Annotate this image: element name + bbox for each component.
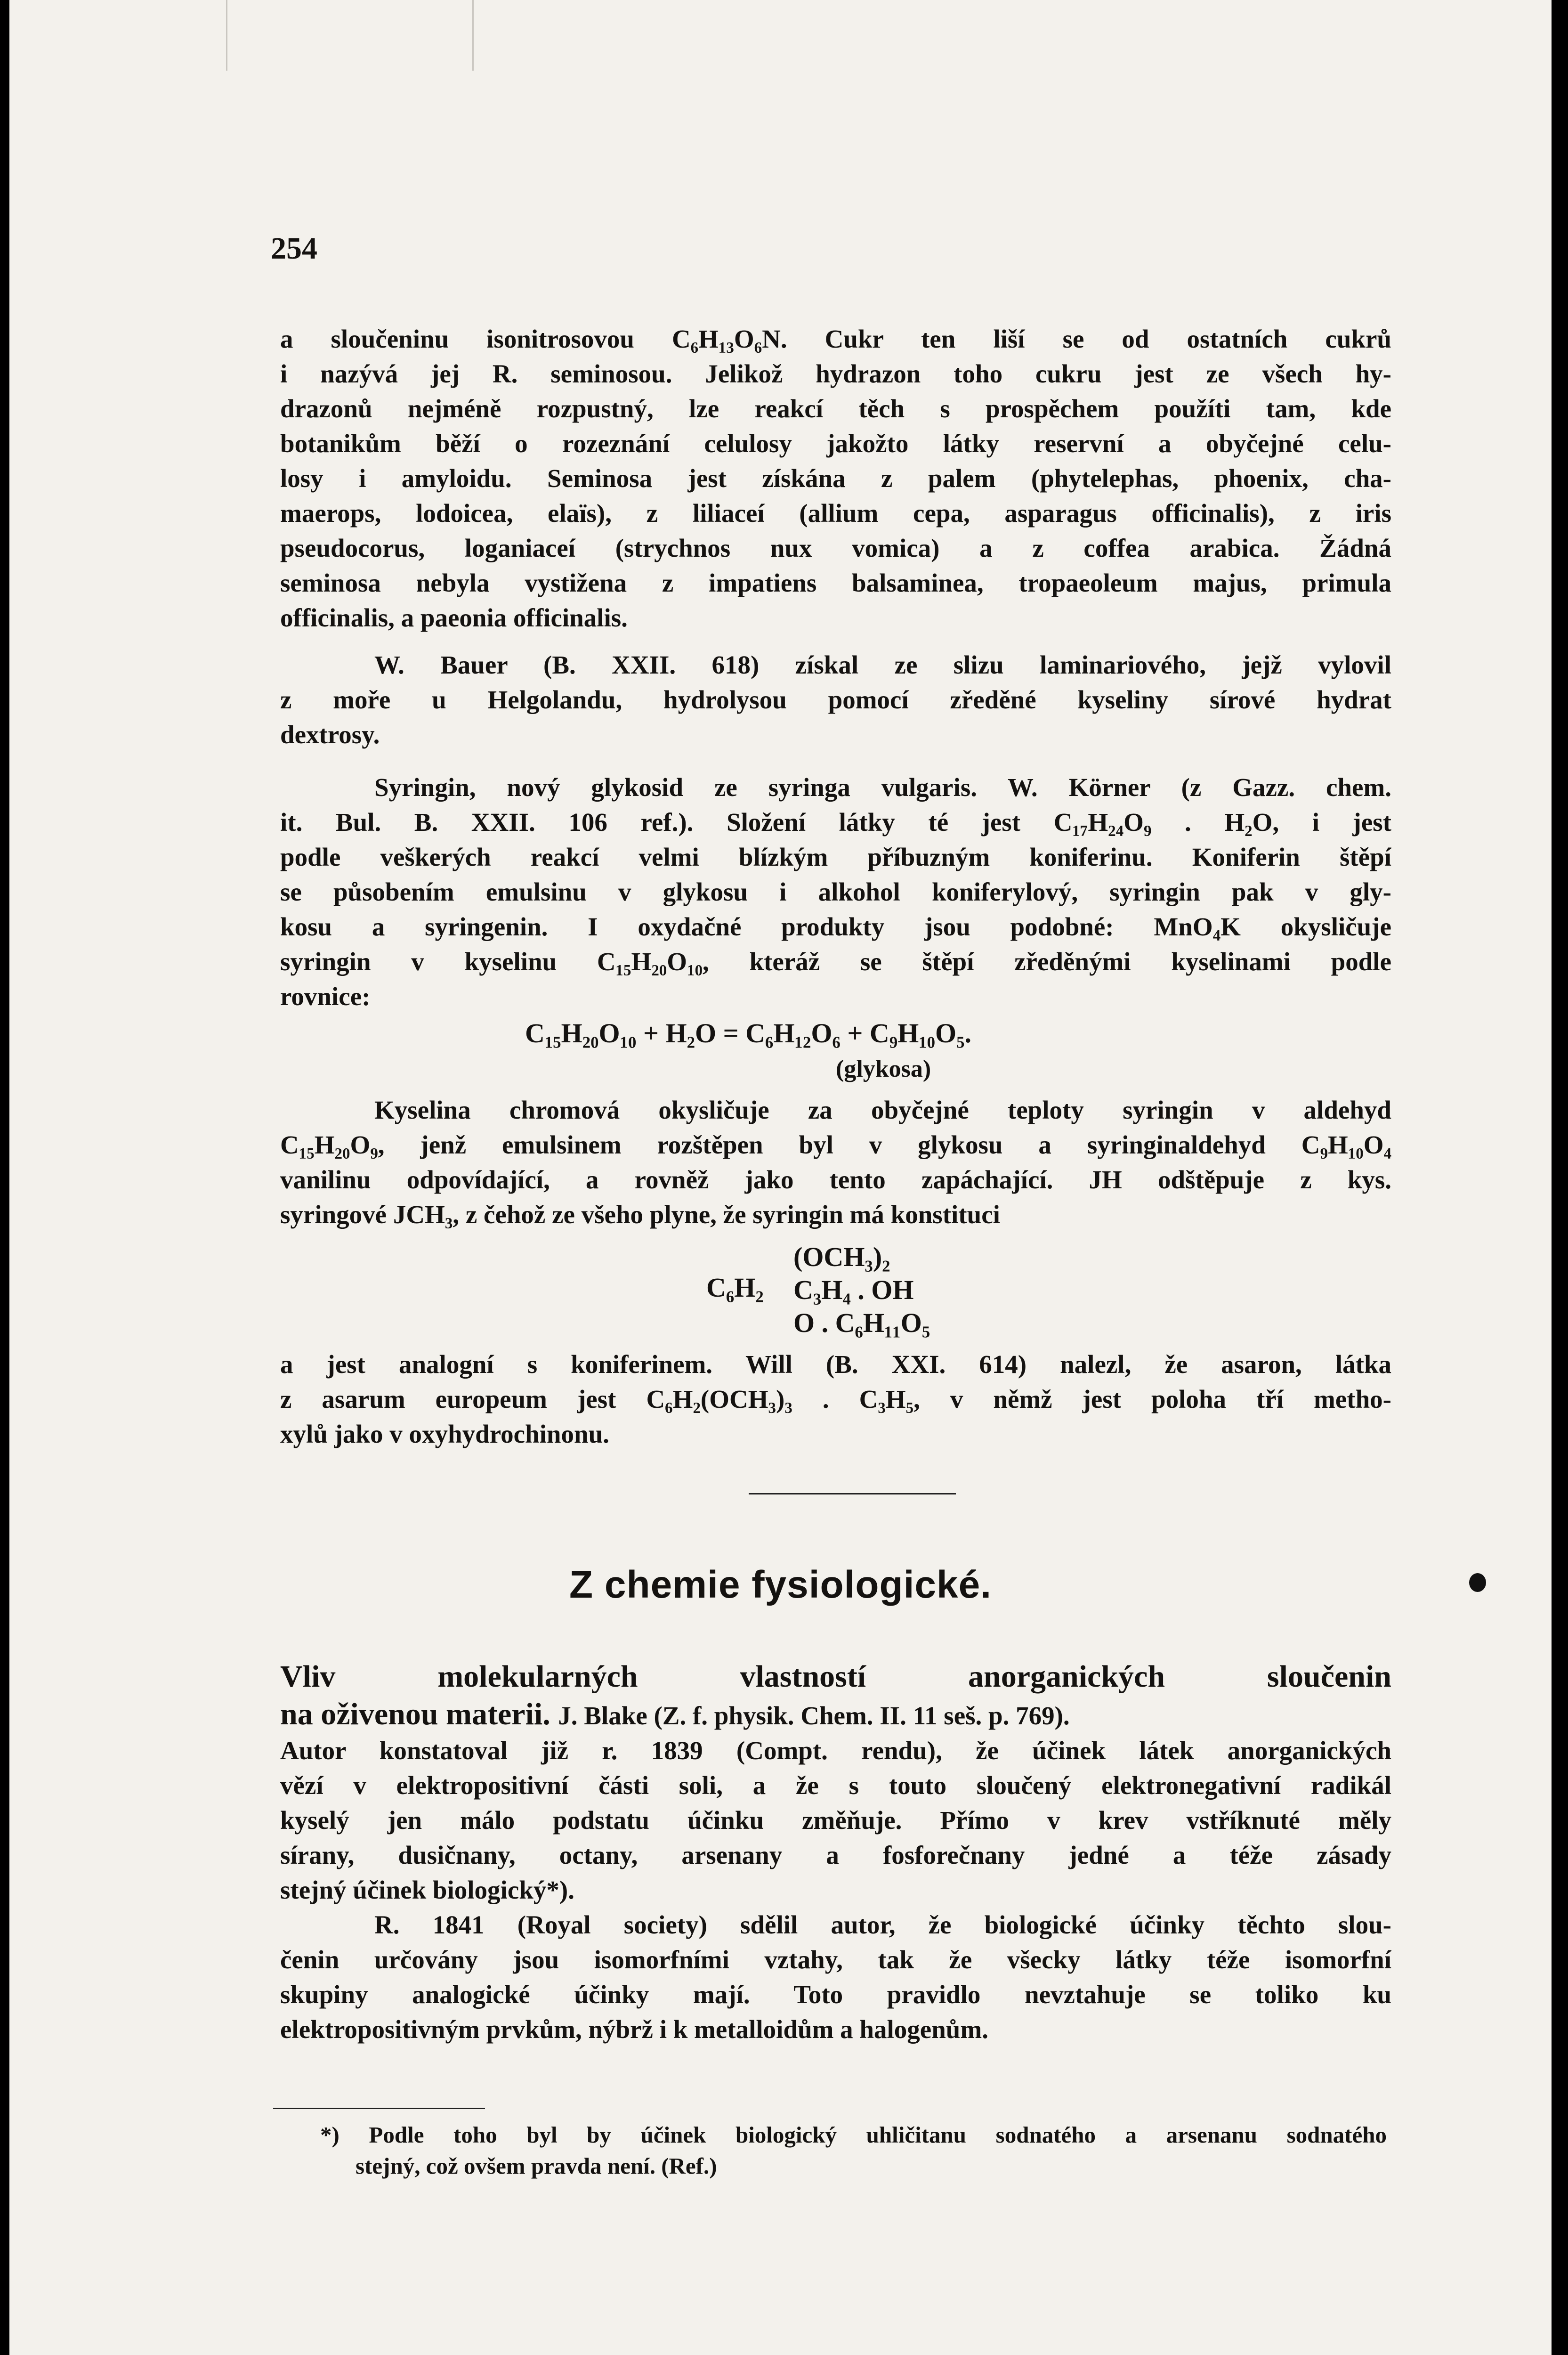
text-line: officinalis, a paeonia officinalis.: [280, 603, 628, 632]
text-line: elektropositivným prvkům, nýbrž i k metalloidům a halogenům.: [280, 2015, 988, 2044]
text-line: botanikům běží o rozeznání celulosy jakožto látky reservní a obyčejné celu-: [280, 429, 1391, 458]
text-line: Syringin, nový glykosid ze syringa vulgaris. W. Körner (z Gazz. chem.: [374, 773, 1391, 802]
paragraph-asaron: [280, 1347, 1391, 1452]
text-line: z moře u Helgolandu, hydrolysou pomocí zředěné kyseliny sírové hydrat: [280, 685, 1391, 714]
text-line: Autor konstatoval již r. 1839 (Compt. rendu), že účinek látek anorganických: [280, 1736, 1391, 1765]
page-number: 254: [271, 231, 317, 266]
text-line: skupiny analogické účinky mají. Toto pravidlo nevztahuje se toliko ku: [280, 1980, 1391, 2009]
paragraph-bauer: [280, 648, 1391, 752]
formula-substituent: (OCH₃)₂: [793, 1242, 890, 1272]
text-line: dextrosy.: [280, 720, 380, 749]
article: [280, 1658, 1391, 2047]
text-line: i nazývá jej R. seminosou. Jelikož hydrazon toho cukru jest ze všech hy-: [280, 359, 1391, 388]
text-line: vanilinu odpovídající, a rovněž jako tento zapáchající. JH odštěpuje z kys.: [280, 1165, 1391, 1194]
text-line: maerops, lodoicea, elaïs), z liliaceí (allium cepa, asparagus officinalis), z iris: [280, 499, 1391, 528]
text-line: kyselý jen málo podstatu účinku změňuje. Přímo v krev vstříknuté měly: [280, 1806, 1391, 1835]
text-line: Kyselina chromová okysličuje za obyčejné teploty syringin v aldehyd: [374, 1096, 1391, 1124]
text-line: stejný účinek biologický*).: [280, 1876, 574, 1904]
text-line: vězí v elektropositivní části soli, a že s touto sloučený elektronegativní radikál: [280, 1771, 1391, 1800]
text-line: kosu a syringenin. I oxydačné produkty jsou podobné: MnO₄K okysličuje: [280, 912, 1391, 941]
text-line: drazonů nejméně rozpustný, lze reakcí těch s prospěchem použíti tam, kde: [280, 394, 1391, 423]
equation-label: (glykosa): [836, 1056, 931, 1082]
text-line: it. Bul. B. XXII. 106 ref.). Složení látky té jest C₁₇H₂₄O₉ . H₂O, i jest: [280, 808, 1391, 836]
text-line: a jest analogní s koniferinem. Will (B. XXI. 614) nalezl, že asaron, látka: [280, 1350, 1391, 1379]
text-line: pseudocorus, loganiaceí (strychnos nux vomica) a z coffea arabica. Žádná: [280, 534, 1391, 562]
text-line: čenin určovány jsou isomorfními vztahy, tak že všecky látky téže isomorfní: [280, 1945, 1391, 1974]
footnote-rule: [273, 2108, 485, 2109]
text-line: syringin v kyselinu C₁₅H₂₀O₁₀, kteráž se štěpí zředěnými kyselinami podle: [280, 947, 1391, 976]
paragraph-seminosa: [280, 322, 1391, 635]
scan-edge-mark: [226, 0, 474, 71]
text-line: seminosa nebyla vystižena z impatiens balsaminea, tropaeoleum majus, primula: [280, 568, 1391, 597]
text-line: podle veškerých reakcí velmi blízkým příbuzným koniferinu. Koniferin štěpí: [280, 843, 1391, 871]
text-line: sírany, dusičnany, octany, arsenany a fosforečnany jedné a téže zásady: [280, 1841, 1391, 1869]
text-line: W. Bauer (B. XXII. 618) získal ze slizu laminariového, jejž vylovil: [374, 650, 1391, 679]
paragraph-chromova: [280, 1093, 1391, 1232]
formula-substituent: O . C₆H₁₁O₅: [793, 1307, 930, 1338]
footnote-line: stejný, což ovšem pravda není. (Ref.): [356, 2153, 717, 2179]
text-line: syringové JCH₃, z čehož ze všeho plyne, že syringin má konstituci: [280, 1200, 1000, 1229]
footnote: [320, 2120, 1387, 2182]
equation-formula: C₁₅H₂₀O₁₀ + H₂O = C₆H₁₂O₆ + C₉H₁₀O₅.: [525, 1018, 972, 1048]
text-line: C₁₅H₂₀O₉, jenž emulsinem rozštěpen byl v glykosu a syringinaldehyd C₉H₁₀O₄: [280, 1130, 1391, 1159]
footnote-line: *) Podle toho byl by účinek biologický uhličitanu sodnatého a arsenanu sodnatého: [320, 2122, 1387, 2148]
scanned-page: [9, 0, 1552, 2355]
section-divider: [749, 1493, 956, 1494]
text-line: a sloučeninu isonitrosovou C₆H₁₃O₆N. Cukr ten liší se od ostatních cukrů: [280, 325, 1391, 353]
text-line: xylů jako v oxyhydrochinonu.: [280, 1420, 609, 1448]
formula-substituent: C₃H₄ . OH: [793, 1275, 914, 1305]
text-line: z asarum europeum jest C₆H₂(OCH₃)₃ . C₃H₅, v němž jest poloha tří metho-: [280, 1385, 1391, 1413]
ink-dot: [1469, 1573, 1486, 1592]
formula-core: C₆H₂: [706, 1272, 764, 1303]
text-line: rovnice:: [280, 982, 371, 1011]
article-citation: J. Blake (Z. f. physik. Chem. II. 11 seš. p. 769).: [558, 1701, 1070, 1730]
text-line: R. 1841 (Royal society) sdělil autor, že biologické účinky těchto slou-: [374, 1910, 1391, 1939]
article-headline: Vliv molekularných vlastností anorganických sloučenin: [280, 1659, 1391, 1694]
text-line: se působením emulsinu v glykosu i alkohol koniferylový, syringin pak v gly-: [280, 877, 1391, 906]
section-title: Z chemie fysiologické.: [569, 1563, 992, 1606]
article-headline-line2: [280, 1696, 1391, 1733]
paragraph-syringin: [280, 770, 1391, 1014]
article-headline-bold: na oživenou materii.: [280, 1697, 550, 1731]
text-line: losy i amyloidu. Seminosa jest získána z palem (phytelephas, phoenix, cha-: [280, 464, 1391, 493]
